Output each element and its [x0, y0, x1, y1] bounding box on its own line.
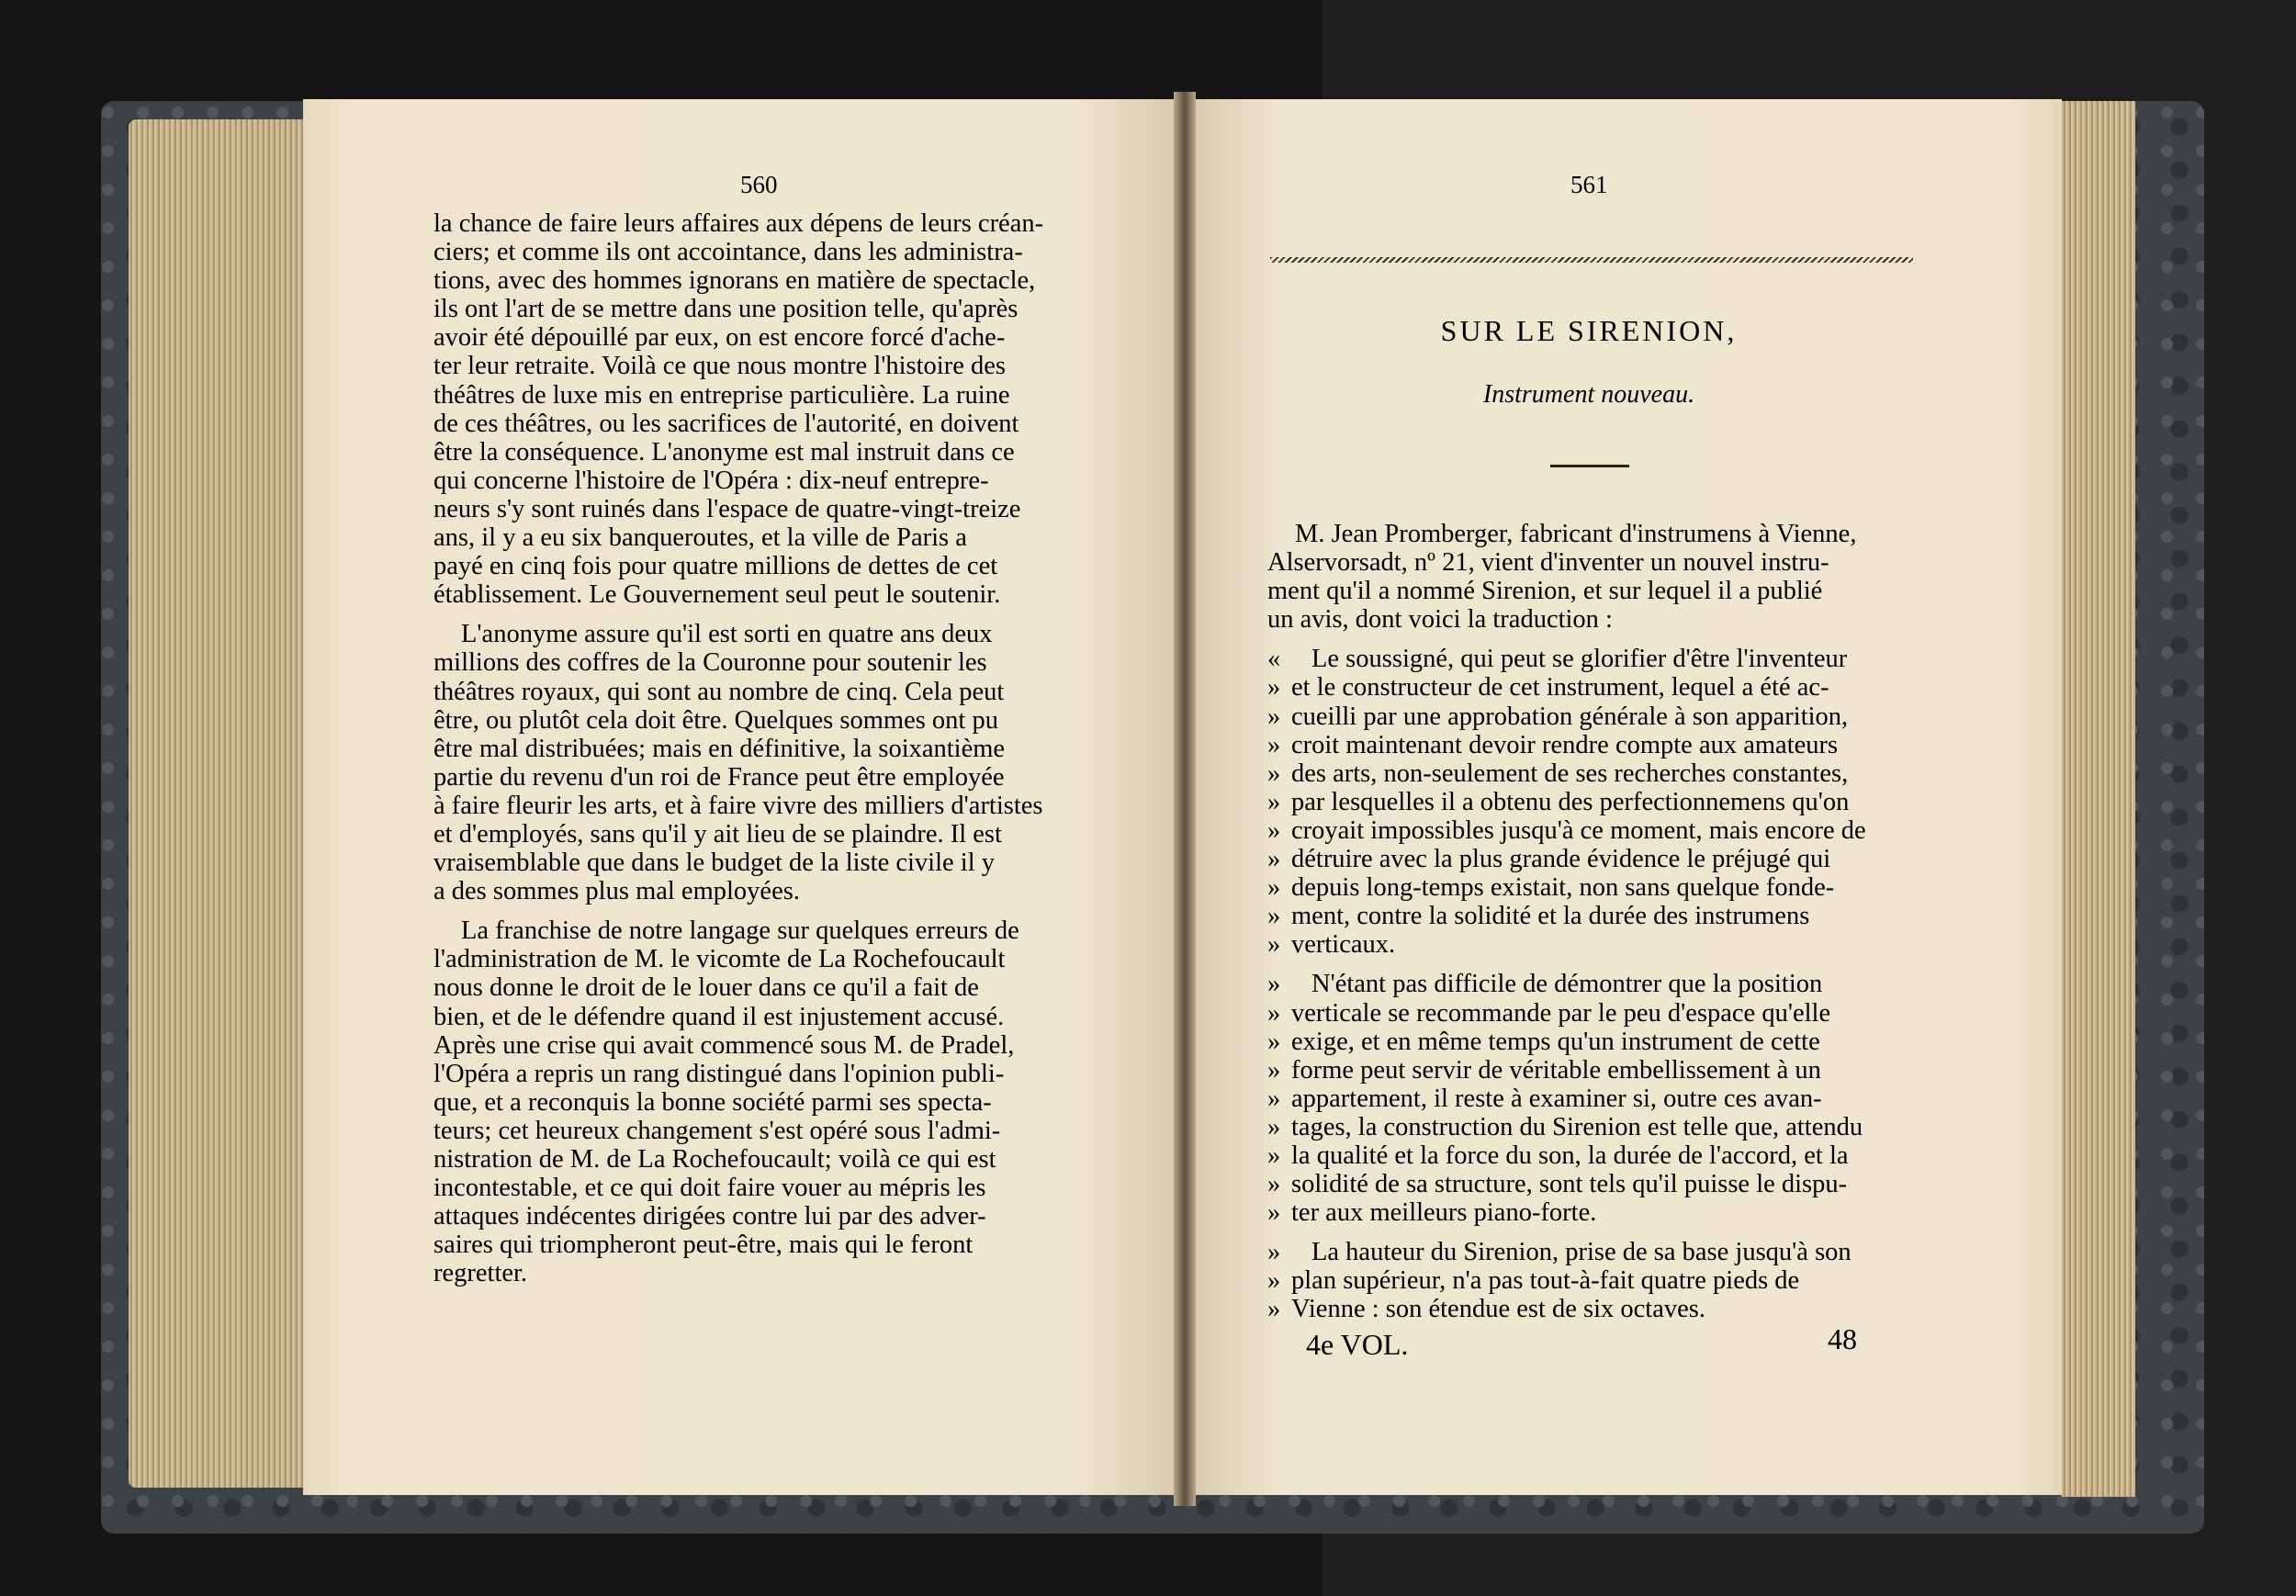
text-line: Alservorsadt, nº 21, vient d'inventer un nouvel instru- [1267, 548, 1829, 578]
text-line: et d'employés, sans qu'il y ait lieu de se plaindre. Il est [433, 819, 1002, 849]
header-ornamental-rule [1270, 257, 1913, 263]
paragraph [433, 620, 1076, 905]
quoted-text: cueilli par une approbation générale à son apparition, [1291, 702, 1849, 731]
right-page-number: 561 [1570, 171, 1608, 198]
quoted-line [1267, 873, 1910, 902]
text-line: regretter. [433, 1259, 528, 1288]
text-line: La franchise de notre langage sur quelques erreurs de [461, 916, 1019, 946]
quoted-text: Le soussigné, qui peut se glorifier d'être l'inventeur [1311, 645, 1848, 674]
text-line: ans, il y a eu six banqueroutes, et la ville de Paris a [433, 523, 967, 553]
guillemet-mark: » [1267, 1141, 1281, 1170]
text-line: saires qui triompheront peut-être, mais qui le feront [433, 1231, 974, 1260]
guillemet-mark: » [1267, 930, 1281, 960]
intro-paragraph [1267, 520, 1910, 634]
quoted-text: exige, et en même temps qu'un instrument de cette [1291, 1027, 1820, 1056]
text-line: théâtres royaux, qui sont au nombre de cinq. Cela peut [433, 677, 1005, 706]
text-line: ter leur retraite. Voilà ce que nous montre l'histoire des [433, 352, 1006, 381]
text-line: M. Jean Promberger, fabricant d'instrumens à Vienne, [1295, 520, 1857, 548]
guillemet-mark: » [1267, 673, 1281, 702]
quoted-text: croyait impossibles jusqu'à ce moment, mais encore de [1291, 815, 1866, 845]
book-gutter [1174, 92, 1196, 1506]
quoted-text: forme peut servir de véritable embellissement à un [1291, 1055, 1821, 1085]
text-line: millions des coffres de la Couronne pour soutenir les [433, 648, 987, 678]
text-line: neurs s'y sont ruinés dans l'espace de quatre-vingt-treize [433, 494, 1021, 523]
text-line: nistration de M. de La Rochefoucault; voilà ce qui est [433, 1145, 996, 1174]
text-line: teurs; cet heureux changement s'est opéré sous l'admi- [433, 1116, 1001, 1145]
guillemet-mark: » [1267, 1055, 1281, 1085]
quoted-paragraph [1267, 970, 1910, 1227]
quoted-text: tages, la construction du Sirenion est telle que, attendu [1291, 1112, 1863, 1141]
text-line: être, ou plutôt cela doit être. Quelques sommes ont pu [433, 705, 998, 735]
guillemet-mark: » [1267, 845, 1281, 874]
text-line: que, et a reconquis la bonne société parmi ses specta- [433, 1087, 992, 1117]
text-line: de ces théâtres, ou les sacrifices de l'autorité, en doivent [433, 409, 1019, 438]
quoted-text: croit maintenant devoir rendre compte aux amateurs [1291, 730, 1839, 759]
paragraph [433, 916, 1076, 1287]
text-line: un avis, dont voici la traduction : [1267, 605, 1613, 635]
guillemet-mark: » [1267, 1238, 1281, 1267]
quoted-text: La hauteur du Sirenion, prise de sa base jusqu'à son [1311, 1238, 1851, 1267]
title-separator-rule [1550, 465, 1629, 467]
quoted-line [1267, 816, 1910, 845]
guillemet-mark: » [1267, 730, 1281, 759]
quoted-line [1267, 702, 1910, 731]
text-line: théâtres de luxe mis en entreprise particulière. La ruine [433, 380, 1010, 410]
quoted-text: appartement, il reste à examiner si, outre ces avan- [1291, 1084, 1822, 1113]
article-subtitle: Instrument nouveau. [1482, 380, 1695, 409]
quoted-line [1267, 930, 1910, 959]
page-edges-right [2062, 101, 2135, 1497]
text-line: L'anonyme assure qu'il est sorti en quatre ans deux [461, 620, 993, 649]
quoted-text: depuis long-temps existait, non sans quelque fonde- [1291, 873, 1835, 903]
right-page-text [1267, 520, 1910, 1324]
guillemet-mark: » [1267, 815, 1281, 845]
guillemet-mark: » [1267, 759, 1281, 788]
quoted-line [1267, 1198, 1910, 1227]
quoted-line [1267, 1028, 1910, 1056]
quoted-line [1267, 1113, 1910, 1141]
guillemet-mark: » [1267, 902, 1281, 931]
guillemet-mark: » [1267, 873, 1281, 903]
quoted-text: par lesquelles il a obtenu des perfectionnemens qu'on [1291, 787, 1850, 816]
quoted-line [1267, 759, 1910, 788]
quoted-line [1267, 902, 1910, 930]
text-line: Après une crise qui avait commencé sous M. de Pradel, [433, 1030, 1015, 1060]
text-line: l'Opéra a repris un rang distingué dans l'opinion publi- [433, 1059, 1005, 1088]
guillemet-mark: « [1267, 645, 1281, 674]
text-line: être la conséquence. L'anonyme est mal instruit dans ce [433, 437, 1015, 466]
left-page-number: 560 [740, 171, 778, 198]
quoted-line [1267, 731, 1910, 759]
text-line: tions, avec des hommes ignorans en matière de spectacle, [433, 266, 1036, 296]
quoted-text: Vienne : son étendue est de six octaves. [1291, 1295, 1705, 1324]
text-line: à faire fleurir les arts, et à faire vivre des milliers d'artistes [433, 791, 1043, 820]
quoted-paragraph [1267, 645, 1910, 959]
text-line: attaques indécentes dirigées contre lui par des adver- [433, 1202, 986, 1231]
footer-signature: 48 [1828, 1322, 1857, 1355]
quoted-line [1267, 673, 1910, 702]
guillemet-mark: » [1267, 1170, 1281, 1199]
footer-volume: 4e VOL. [1306, 1328, 1409, 1361]
text-line: la chance de faire leurs affaires aux dépens de leurs créan- [433, 209, 1044, 238]
quoted-line [1267, 1085, 1910, 1113]
guillemet-mark: » [1267, 787, 1281, 816]
text-line: avoir été dépouillé par eux, on est encore forcé d'ache- [433, 323, 1006, 353]
guillemet-mark: » [1267, 1198, 1281, 1228]
quoted-line [1267, 1238, 1910, 1266]
quoted-text: N'étant pas difficile de démontrer que la position [1311, 970, 1823, 999]
text-line: ils ont l'art de se mettre dans une position telle, qu'après [433, 295, 1019, 324]
guillemet-mark: » [1267, 1112, 1281, 1141]
quoted-text: la qualité et la force du son, la durée de l'accord, et la [1291, 1141, 1849, 1170]
quoted-text: et le constructeur de cet instrument, lequel a été ac- [1291, 673, 1829, 702]
text-line: établissement. Le Gouvernement seul peut le soutenir. [433, 580, 1001, 610]
text-line: qui concerne l'histoire de l'Opéra : dix-neuf entrepre- [433, 466, 989, 495]
guillemet-mark: » [1267, 1027, 1281, 1056]
text-line: a des sommes plus mal employées. [433, 877, 800, 906]
text-line: vraisemblable que dans le budget de la liste civile il y [433, 849, 995, 878]
guillemet-mark: » [1267, 1295, 1281, 1324]
article-title: SUR LE SIRENION, [1440, 314, 1738, 347]
quoted-line [1267, 999, 1910, 1028]
text-line: être mal distribuées; mais en définitive, la soixantième [433, 734, 1006, 763]
guillemet-mark: » [1267, 970, 1281, 999]
guillemet-mark: » [1267, 702, 1281, 731]
left-page-text [433, 209, 1076, 1287]
quoted-text: détruire avec la plus grande évidence le préjugé qui [1291, 845, 1831, 874]
guillemet-mark: » [1267, 998, 1281, 1028]
quoted-line [1267, 1141, 1910, 1170]
text-line: incontestable, et ce qui doit faire vouer au mépris les [433, 1174, 986, 1203]
quoted-text: ment, contre la solidité et la durée des instrumens [1291, 902, 1810, 931]
quoted-line [1267, 788, 1910, 816]
quoted-text: verticale se recommande par le peu d'espace qu'elle [1291, 998, 1831, 1028]
quoted-line [1267, 970, 1910, 998]
text-line: nous donne le droit de le louer dans ce qu'il a fait de [433, 973, 979, 1003]
text-line: bien, et de le défendre quand il est injustement accusé. [433, 1002, 1005, 1031]
quoted-line [1267, 1266, 1910, 1295]
guillemet-mark: » [1267, 1084, 1281, 1113]
quoted-text: des arts, non-seulement de ses recherches constantes, [1291, 759, 1849, 788]
text-line: ment qu'il a nommé Sirenion, et sur lequel il a publié [1267, 577, 1823, 606]
page-edges-left [129, 119, 312, 1488]
quoted-text: verticaux. [1291, 930, 1396, 960]
text-line: payé en cinq fois pour quatre millions de dettes de cet [433, 552, 998, 581]
text-line: l'administration de M. le vicomte de La Rochefoucault [433, 945, 1006, 974]
quoted-text: solidité de sa structure, sont tels qu'il puisse le dispu- [1291, 1170, 1848, 1199]
quoted-line [1267, 1056, 1910, 1085]
text-line: partie du revenu d'un roi de France peut être employée [433, 762, 1005, 792]
quoted-line [1267, 1170, 1910, 1198]
quoted-text: plan supérieur, n'a pas tout-à-fait quatre pieds de [1291, 1266, 1800, 1296]
quoted-line [1267, 845, 1910, 873]
quoted-line [1267, 1295, 1910, 1323]
text-line: ciers; et comme ils ont accointance, dans les administra- [433, 238, 1023, 267]
quoted-line [1267, 645, 1910, 673]
guillemet-mark: » [1267, 1266, 1281, 1296]
quoted-text: ter aux meilleurs piano-forte. [1291, 1198, 1597, 1228]
paragraph [433, 209, 1076, 609]
quoted-paragraph [1267, 1238, 1910, 1323]
